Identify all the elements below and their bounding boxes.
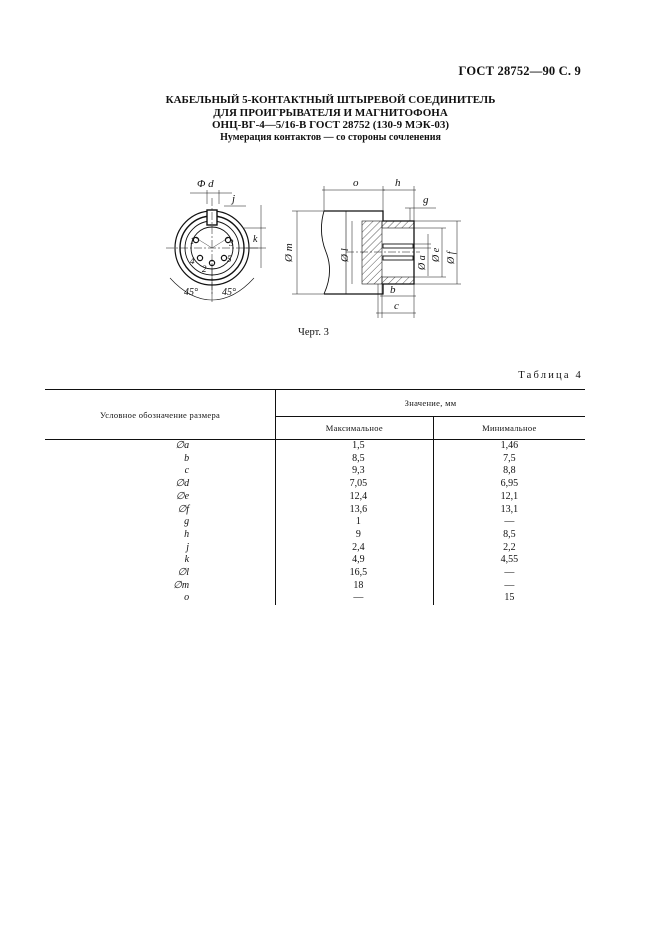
dimension-name: o	[184, 592, 190, 604]
max-value: —	[276, 592, 434, 605]
side-section-view	[283, 177, 461, 318]
dimension-name: ∅d	[175, 478, 190, 490]
max-value: 13,6	[276, 504, 434, 517]
table-row	[45, 478, 585, 491]
table-row	[45, 542, 585, 555]
table-row	[45, 580, 585, 593]
min-value: 6,95	[433, 478, 585, 491]
dimensions-table	[45, 389, 585, 605]
min-value: 12,1	[433, 491, 585, 504]
dim-f-label: Ø f	[446, 251, 457, 264]
min-value: —	[433, 567, 585, 580]
dim-k-label: k	[253, 234, 258, 245]
dimension-name: c	[184, 465, 190, 477]
dim-h-label: h	[395, 177, 401, 189]
pin-3-label: 3	[229, 238, 234, 248]
dimension-name: j	[186, 541, 190, 553]
pin-1-label: 1	[190, 236, 195, 246]
table-row	[45, 504, 585, 517]
dim-o-label: o	[353, 177, 359, 189]
max-value: 1	[276, 516, 434, 529]
angle-right-label: 45°	[222, 287, 236, 298]
table-row	[45, 516, 585, 529]
table-row	[45, 453, 585, 466]
dim-c-label: c	[394, 300, 399, 312]
max-value: 7,05	[276, 478, 434, 491]
pin-4-label: 4	[190, 256, 195, 266]
max-value: 18	[276, 580, 434, 593]
table-row	[45, 491, 585, 504]
title-line-2: ДЛЯ ПРОИГРЫВАТЕЛЯ И МАГНИТОФОНА	[213, 106, 448, 119]
table-row	[45, 567, 585, 580]
dimension-name: ∅f	[177, 503, 190, 515]
dim-e-label: Ø e	[431, 247, 442, 262]
dim-j-label: j	[232, 193, 236, 205]
title-line-3: ОНЦ-ВГ-4—5/16-В ГОСТ 28752 (130-9 МЭК-03)	[211, 119, 450, 131]
header-designation: Условное обозначение размера	[45, 390, 276, 440]
header-max: Максимальное	[276, 417, 434, 440]
max-value: 1,5	[276, 440, 434, 453]
max-value: 2,4	[276, 542, 434, 555]
table-row	[45, 440, 585, 453]
pin-5-label: 5	[227, 254, 232, 264]
min-value: 1,46	[433, 440, 585, 453]
pin-2-label: 2	[202, 264, 207, 274]
dim-d-label: Φ d	[197, 178, 214, 190]
min-value: 4,55	[433, 554, 585, 567]
dim-l-label: Ø l	[339, 248, 351, 262]
max-value: 4,9	[276, 554, 434, 567]
dimension-name: k	[184, 554, 190, 566]
min-value: 7,5	[433, 453, 585, 466]
min-value: 2,2	[433, 542, 585, 555]
max-value: 16,5	[276, 567, 434, 580]
header-value: Значение, мм	[276, 390, 585, 417]
min-value: 13,1	[433, 504, 585, 517]
table-row	[45, 465, 585, 478]
max-value: 9,3	[276, 465, 434, 478]
dim-b-label: b	[390, 284, 396, 296]
dim-a-label: Ø a	[417, 255, 428, 270]
max-value: 12,4	[276, 491, 434, 504]
header-min: Минимальное	[433, 417, 585, 440]
dimension-name: ∅e	[175, 490, 190, 502]
document-reference: ГОСТ 28752—90 С. 9	[458, 64, 581, 78]
dim-g-label: g	[423, 194, 429, 206]
min-value: —	[433, 516, 585, 529]
table-row	[45, 529, 585, 542]
dim-m-label: Ø m	[283, 243, 295, 262]
min-value: 15	[433, 592, 585, 605]
figure-caption: Черт. 3	[298, 327, 329, 338]
min-value: 8,5	[433, 529, 585, 542]
table-body	[45, 440, 585, 606]
max-value: 8,5	[276, 453, 434, 466]
table-row	[45, 554, 585, 567]
dimension-name: b	[184, 452, 190, 464]
front-view	[166, 178, 266, 302]
angle-left-label: 45°	[184, 287, 198, 298]
dimension-name: ∅l	[177, 567, 190, 579]
max-value: 9	[276, 529, 434, 542]
min-value: —	[433, 580, 585, 593]
dimension-name: ∅m	[173, 579, 190, 591]
title-line-1: КАБЕЛЬНЫЙ 5-КОНТАКТНЫЙ ШТЫРЕВОЙ СОЕДИНИТЕЛЬ	[165, 94, 496, 106]
dimension-name: g	[184, 516, 190, 528]
min-value: 8,8	[433, 465, 585, 478]
table-row	[45, 592, 585, 605]
table-label: Таблица 4	[518, 370, 583, 381]
contact-numbering-note: Нумерация контактов — со стороны сочленения	[220, 131, 441, 143]
dimension-name: h	[184, 528, 190, 540]
dimension-name: ∅a	[175, 440, 190, 451]
connector-drawing	[0, 0, 661, 340]
